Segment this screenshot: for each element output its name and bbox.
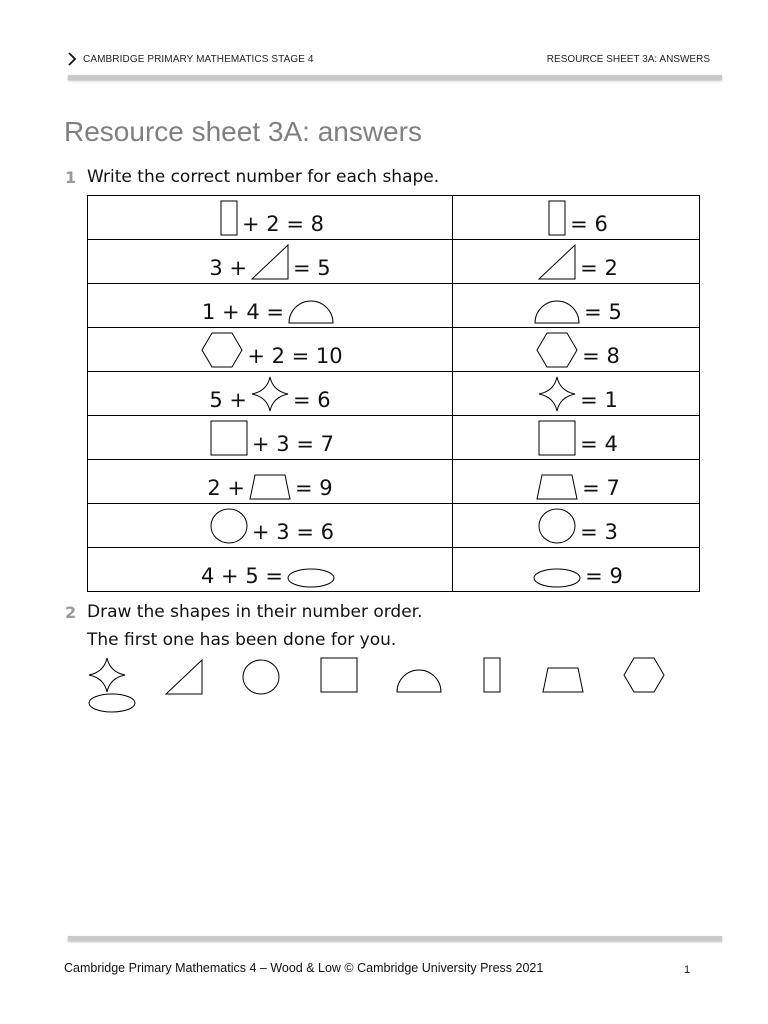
circle-shape-icon — [242, 659, 280, 695]
left-cell — [88, 284, 453, 328]
right-cell — [453, 460, 700, 504]
shape-order-answer — [85, 655, 685, 715]
right-cell — [453, 372, 700, 416]
table-row — [88, 328, 700, 372]
equation-text: = 5 — [584, 300, 622, 324]
hexagon-shape-icon — [623, 657, 665, 693]
right-cell — [453, 196, 700, 240]
equation-text: = 7 — [582, 476, 620, 500]
right-cell — [453, 504, 700, 548]
table-row — [88, 460, 700, 504]
rectangle-shape-icon — [483, 657, 501, 693]
equation-right-5 — [453, 376, 699, 412]
rectangle-shape-icon — [548, 200, 566, 236]
table-row — [88, 284, 700, 328]
equation-right-3 — [453, 300, 699, 324]
left-cell — [88, 416, 453, 460]
equation-text: 5 + — [209, 388, 247, 412]
equation-text: + 2 = 8 — [242, 212, 324, 236]
equation-text: 1 + 4 = — [202, 300, 284, 324]
equation-left-3 — [88, 300, 452, 324]
page-header — [0, 52, 768, 68]
equation-text: = 9 — [295, 476, 333, 500]
chevron-right-icon — [67, 52, 77, 66]
equation-right-2 — [453, 244, 699, 280]
question-1-number: 1 — [65, 168, 77, 187]
table-row — [88, 548, 700, 592]
star-shape-icon — [88, 657, 126, 693]
shape-equations-table — [87, 195, 700, 592]
equation-text: = 6 — [293, 388, 331, 412]
header-divider — [68, 75, 722, 80]
hexagon-shape-icon — [536, 332, 578, 368]
table-row — [88, 240, 700, 284]
equation-left-1 — [88, 200, 452, 236]
equation-text: 2 + — [207, 476, 245, 500]
circle-shape-icon — [210, 508, 248, 544]
right-cell — [453, 240, 700, 284]
equation-right-4 — [453, 332, 699, 368]
equation-text: = 4 — [580, 432, 618, 456]
equation-text: = 2 — [580, 256, 618, 280]
square-shape-icon — [210, 420, 248, 456]
square-shape-icon — [320, 657, 358, 693]
equation-text: + 3 = 6 — [252, 520, 334, 544]
right-cell — [453, 328, 700, 372]
equation-left-5 — [88, 376, 452, 412]
equation-right-1 — [453, 200, 699, 236]
equation-right-7 — [453, 474, 699, 500]
right-cell — [453, 416, 700, 460]
right-cell — [453, 548, 700, 592]
equation-left-6 — [88, 420, 452, 456]
header-series-title: CAMBRIDGE PRIMARY MATHEMATICS STAGE 4 — [83, 54, 314, 65]
equation-text: = 8 — [582, 344, 620, 368]
equation-right-6 — [453, 420, 699, 456]
left-cell — [88, 196, 453, 240]
equation-text: + 2 = 10 — [247, 344, 343, 368]
table-row — [88, 372, 700, 416]
trapezium-shape-icon — [249, 474, 291, 500]
footer-copyright: Cambridge Primary Mathematics 4 – Wood & Low © Cambridge University Press 2021 — [64, 961, 544, 975]
equation-text: 3 + — [209, 256, 247, 280]
question-2-note: The first one has been done for you. — [87, 630, 397, 650]
equation-text: + 3 = 7 — [252, 432, 334, 456]
oval-shape-icon — [88, 693, 136, 713]
trapezium-shape-icon — [542, 667, 584, 693]
footer-divider — [68, 936, 722, 941]
left-cell — [88, 504, 453, 548]
equation-text: 4 + 5 = — [201, 564, 283, 588]
equation-text: = 1 — [580, 388, 618, 412]
triangle-shape-icon — [165, 659, 203, 695]
right-cell — [453, 284, 700, 328]
square-shape-icon — [538, 420, 576, 456]
equation-left-2 — [88, 244, 452, 280]
left-cell — [88, 548, 453, 592]
semicircle-shape-icon — [396, 669, 442, 693]
star-shape-icon — [251, 376, 289, 412]
semicircle-shape-icon — [534, 300, 580, 324]
equation-text: = 5 — [293, 256, 331, 280]
triangle-shape-icon — [538, 244, 576, 280]
left-cell — [88, 372, 453, 416]
hexagon-shape-icon — [201, 332, 243, 368]
equation-left-4 — [88, 332, 452, 368]
left-cell — [88, 460, 453, 504]
equation-left-7 — [88, 474, 452, 500]
trapezium-shape-icon — [536, 474, 578, 500]
oval-shape-icon — [533, 568, 581, 588]
equation-text: = 3 — [580, 520, 618, 544]
rectangle-shape-icon — [220, 200, 238, 236]
table-row — [88, 416, 700, 460]
semicircle-shape-icon — [288, 300, 334, 324]
equation-left-8 — [88, 508, 452, 544]
question-2-number: 2 — [65, 603, 77, 622]
left-cell — [88, 240, 453, 284]
equation-right-8 — [453, 508, 699, 544]
equation-right-9 — [453, 564, 699, 588]
circle-shape-icon — [538, 508, 576, 544]
star-shape-icon — [538, 376, 576, 412]
equation-left-9 — [88, 564, 452, 588]
table-row — [88, 196, 700, 240]
oval-shape-icon — [287, 568, 335, 588]
question-2-instruction: Draw the shapes in their number order. — [87, 602, 423, 622]
equation-text: = 9 — [585, 564, 623, 588]
question-1-text: Write the correct number for each shape. — [87, 167, 440, 187]
page-number: 1 — [684, 964, 691, 976]
header-sheet-title: RESOURCE SHEET 3A: ANSWERS — [546, 54, 710, 65]
left-cell — [88, 328, 453, 372]
triangle-shape-icon — [251, 244, 289, 280]
page-title: Resource sheet 3A: answers — [64, 116, 422, 147]
table-row — [88, 504, 700, 548]
equation-text: = 6 — [570, 212, 608, 236]
